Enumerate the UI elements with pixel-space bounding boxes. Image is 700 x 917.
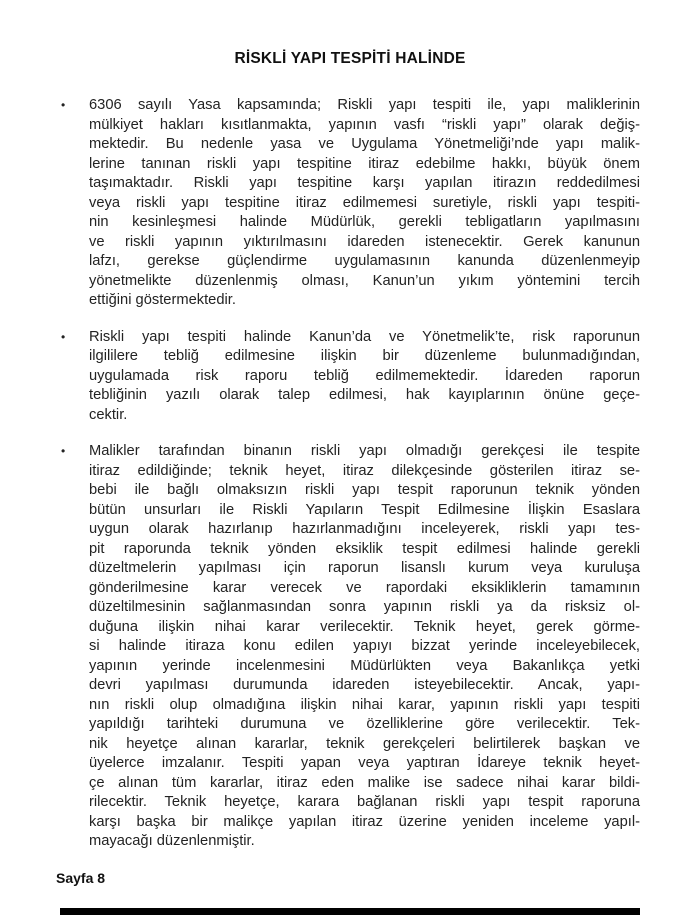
text-line: cektir. [89,406,128,423]
text-line: düzeltilmesinin sağlanmasından sonra yapının riskli ya da risksiz ol- [89,599,640,615]
bullet-text [89,96,640,311]
bullet-item [60,442,640,852]
text-line: devri yapılması durumunda idareden isteyebilecektir. Ancak, yapı- [89,677,640,693]
text-line: ilgililere tebliğ edilmesine ilişkin bir düzenleme bulunmadığından, [89,348,640,364]
text-line: düzeltmelerin yapılması için raporun lisanslı kurum veya kuruluşa [89,560,640,576]
text-line: rilecektir. Teknik heyetçe, karara bağlanan riskli yapı tespit raporuna [89,794,640,810]
text-line: itiraz edildiğinde; teknik heyet, itiraz dilekçesinde gösterilen itiraz se- [89,462,640,479]
text-line: tebliğinin yazılı olarak talep edilmesi, hak kayıplarının önüne geçe- [89,387,640,403]
bullet-marker-icon: • [61,98,66,112]
text-line: yapının yerinde incelenmesini Müdürlükten veya Bakanlıkça yetki [89,657,640,674]
text-line: duğuna ilişkin nihai karar verilecektir. Teknik heyet, gerek görme- [89,618,640,635]
text-line: mülkiyet hakları kısıtlanmakta, yapının vasfı “riskli yapı” olarak değiş- [89,116,640,133]
bullet-list [60,96,640,852]
bullet-item [60,96,640,311]
text-line: ve riskli yapının yıktırılmasını idareden istenecektir. Gerek kanunun [89,233,640,250]
text-line: nin kesinleşmesi halinde Müdürlük, gerekli tebligatların yapılmasını [89,214,640,230]
text-line: üyelerce imzalanır. Tespiti yapan veya yaptıran İdareye teknik heyet- [89,755,640,771]
text-line: Malikler tarafından binanın riskli yapı olmadığı gerekçesi ile tespite [89,443,640,459]
text-line: 6306 sayılı Yasa kapsamında; Riskli yapı tespiti ile, yapı maliklerinin [89,97,640,113]
text-line: pit raporunda teknik yönden eksiklik tespit edilmesi halinde gerekli [89,540,640,557]
footer-bar [60,908,640,915]
text-line: gönderilmesine karar verecek ve rapordaki eksikliklerin tamamının [89,579,640,596]
text-line: si halinde itiraza konu edilen yapıyı bizzat yerinde inceleyebilecek, [89,638,640,654]
bullet-marker-icon: • [61,329,66,344]
text-line: yönetmelikte düzenlenmiş olması, Kanun’un yıkım yöntemini tercih [89,272,640,289]
text-line: nik heyetçe alınan kararlar, teknik gerekçeleri belirtilerek başkan ve [89,735,640,752]
page-title: RİSKLİ YAPI TESPİTİ HALİNDE [234,50,466,67]
bullet-marker-icon: • [61,444,66,458]
text-line: lafzı, gerekse güçlendirme uygulamasının kanunda düzenlenmeyip [89,253,640,269]
text-line: karşı başka bir malikçe yapılan itiraz üzerine yeniden inceleme yapıl- [89,813,640,830]
bullet-text [89,328,640,426]
text-line: mayacağı düzenlenmiştir. [89,833,255,849]
bullet-item [60,328,640,426]
text-line: nın riskli olup olmadığına ilişkin nihai karar, yapının riskli yapı tespiti [89,696,640,713]
text-line: uygulamada risk raporu tebliğ edilmemektedir. İdareden raporun [89,367,640,384]
bullet-text [89,442,640,852]
text-line: mektedir. Bu nedenle yasa ve Uygulama Yönetmeliği’nde yapı malik- [89,136,640,152]
text-line: taşımaktadır. Riskli yapı tespitine karşı yapılan itirazın reddedilmesi [89,175,640,191]
text-line: veya riskli yapı tespitine itiraz edilmemesi suretiyle, riskli yapı tespiti- [89,194,640,211]
text-line: Riskli yapı tespiti halinde Kanun’da ve Yönetmelik’te, risk raporunun [89,328,640,345]
text-line: bütün unsurları ile Riskli Yapıların Tespit Edilmesine İlişkin Esaslara [89,501,640,518]
page-number: Sayfa 8 [56,869,106,886]
text-line: yapıldığı tarihteki durumuna ve özelliklerine göre verilecektir. Tek- [89,716,640,732]
text-line: çe alınan tüm kararlar, itiraz eden malike ise sadece nihai karar bildi- [89,774,640,791]
text-line: ettiğini göstermektedir. [89,292,236,308]
text-line: lerine tanınan riskli yapı tespitine itiraz edebilme hakkı, büyük önem [89,155,640,172]
text-line: bebi ile bağlı olmaksızın riskli yapı tespit raporunun teknik yönden [89,482,640,498]
text-line: uygun olarak hazırlanıp hazırlanmadığını inceleyerek, riskli yapı tes- [89,521,640,537]
